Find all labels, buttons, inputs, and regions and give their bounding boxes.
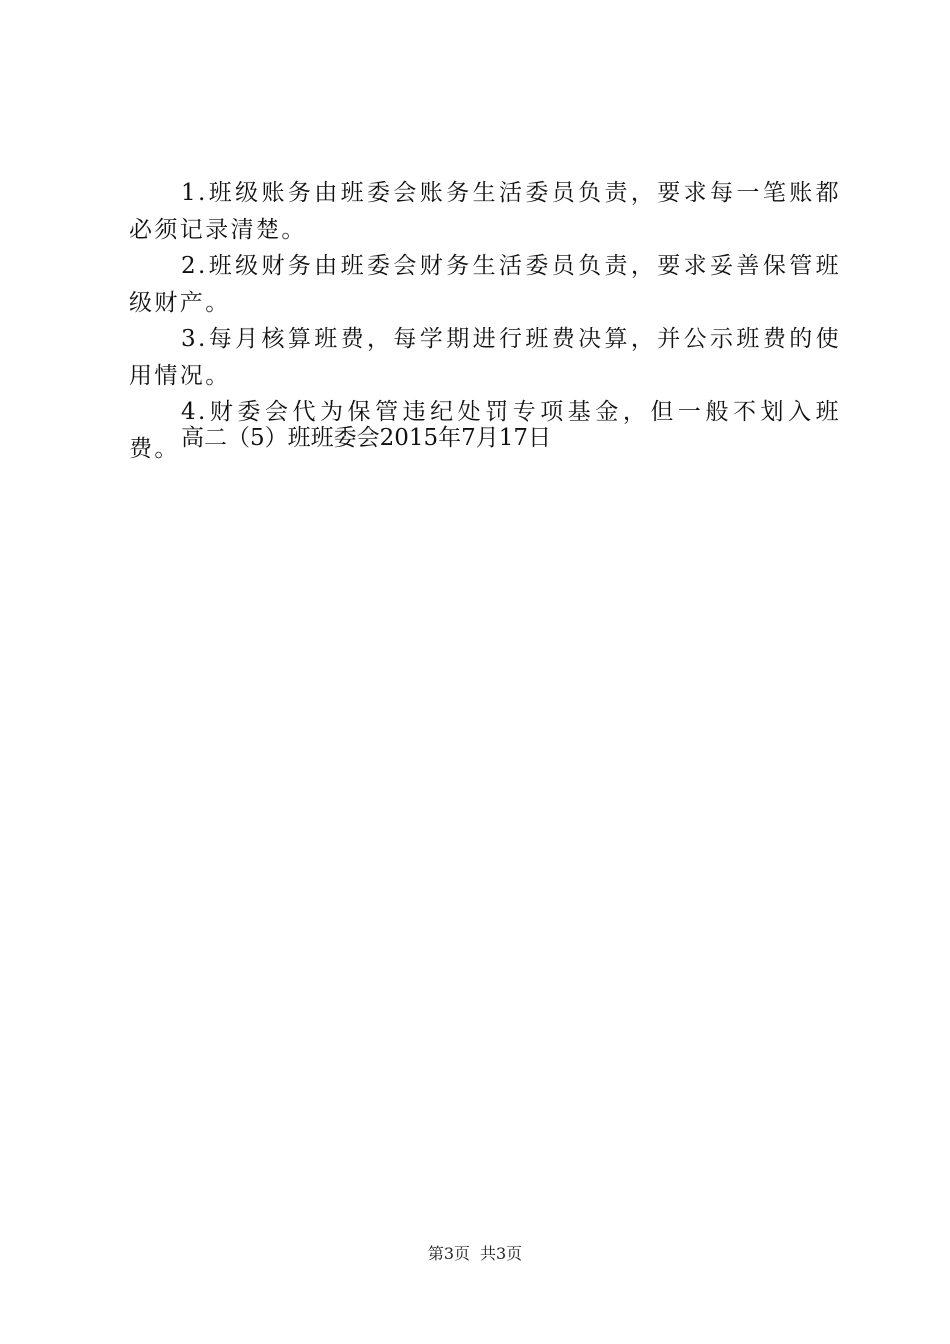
- paragraph-3: 3.每月核算班费，每学期进行班费决算，并公示班费的使用情况。: [129, 326, 841, 389]
- page-number-total: 共3页: [480, 1244, 523, 1263]
- page-number-current: 第3页: [427, 1244, 470, 1263]
- paragraph-2: 2.班级财务由班委会财务生活委员负责，要求妥善保管班级财产。: [129, 253, 841, 316]
- paragraph-1: 1.班级账务由班委会账务生活委员负责，要求每一笔账都必须记录清楚。: [129, 180, 841, 243]
- signature-line: 高二（5）班班委会2015年7月17日: [181, 425, 552, 451]
- paragraph-4: 4.财委会代为保管违纪处罚专项基金，但一般不划入班费。: [129, 399, 841, 462]
- page-footer: [0, 1243, 950, 1265]
